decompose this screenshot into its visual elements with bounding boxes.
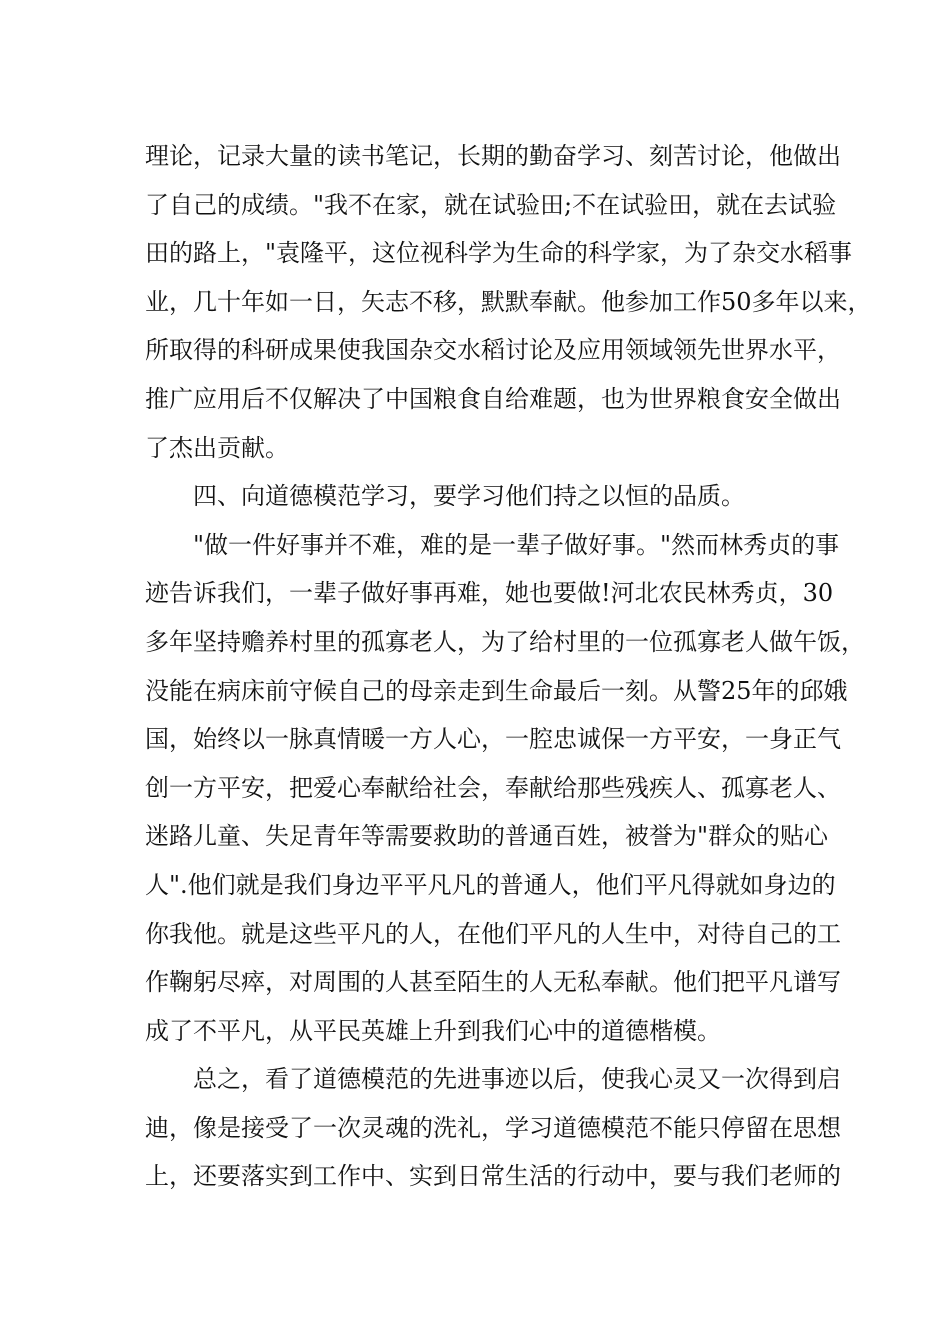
text-line: 推广应用后不仅解决了中国粮食自给难题，也为世界粮食安全做出 bbox=[145, 384, 841, 413]
text-line: 所取得的科研成果使我国杂交水稻讨论及应用领域领先世界水平， bbox=[145, 336, 841, 365]
text-line: 没能在病床前守候自己的母亲走到生命最后一刻。从警25年的邱娥 bbox=[145, 676, 848, 705]
text-line: 迷路儿童、失足青年等需要救助的普通百姓，被誉为"群众的贴心 bbox=[145, 822, 829, 851]
text-line: 田的路上，"袁隆平，这位视科学为生命的科学家，为了杂交水稻事 bbox=[145, 239, 853, 268]
text-line: 国，始终以一脉真情暖一方人心，一腔忠诚保一方平安，一身正气 bbox=[145, 725, 841, 754]
text-line: 业，几十年如一日，矢志不移，默默奉献。他参加工作50多年以来， bbox=[145, 287, 872, 316]
text-line: 总之，看了道德模范的先进事迹以后，使我心灵又一次得到启 bbox=[193, 1065, 841, 1094]
text-line: 多年坚持赡养村里的孤寡老人，为了给村里的一位孤寡老人做午饭， bbox=[145, 627, 865, 656]
text-line: 四、向道德模范学习，要学习他们持之以恒的品质。 bbox=[193, 482, 745, 511]
text-line: 你我他。就是这些平凡的人，在他们平凡的人生中，对待自己的工 bbox=[145, 919, 841, 948]
text-line: 成了不平凡，从平民英雄上升到我们心中的道德楷模。 bbox=[145, 1016, 721, 1045]
text-line: "做一件好事并不难，难的是一辈子做好事。"然而林秀贞的事 bbox=[193, 530, 840, 559]
text-line: 创一方平安，把爱心奉献给社会，奉献给那些残疾人、孤寡老人、 bbox=[145, 773, 841, 802]
text-line: 了自己的成绩。"我不在家，就在试验田;不在试验田，就在去试验 bbox=[145, 190, 837, 219]
text-line: 了杰出贡献。 bbox=[145, 433, 289, 462]
text-line: 人".他们就是我们身边平平凡凡的普通人，他们平凡得就如身边的 bbox=[145, 870, 836, 899]
text-line: 上，还要落实到工作中、实到日常生活的行动中，要与我们老师的 bbox=[145, 1162, 841, 1191]
text-line: 迪，像是接受了一次灵魂的洗礼，学习道德模范不能只停留在思想 bbox=[145, 1113, 841, 1142]
body-text bbox=[145, 132, 872, 1201]
text-line: 理论，记录大量的读书笔记，长期的勤奋学习、刻苦讨论，他做出 bbox=[145, 142, 841, 170]
text-line: 迹告诉我们，一辈子做好事再难，她也要做!河北农民林秀贞，30 bbox=[145, 579, 834, 608]
text-line: 作鞠躬尽瘁，对周围的人甚至陌生的人无私奉献。他们把平凡谱写 bbox=[145, 968, 841, 997]
